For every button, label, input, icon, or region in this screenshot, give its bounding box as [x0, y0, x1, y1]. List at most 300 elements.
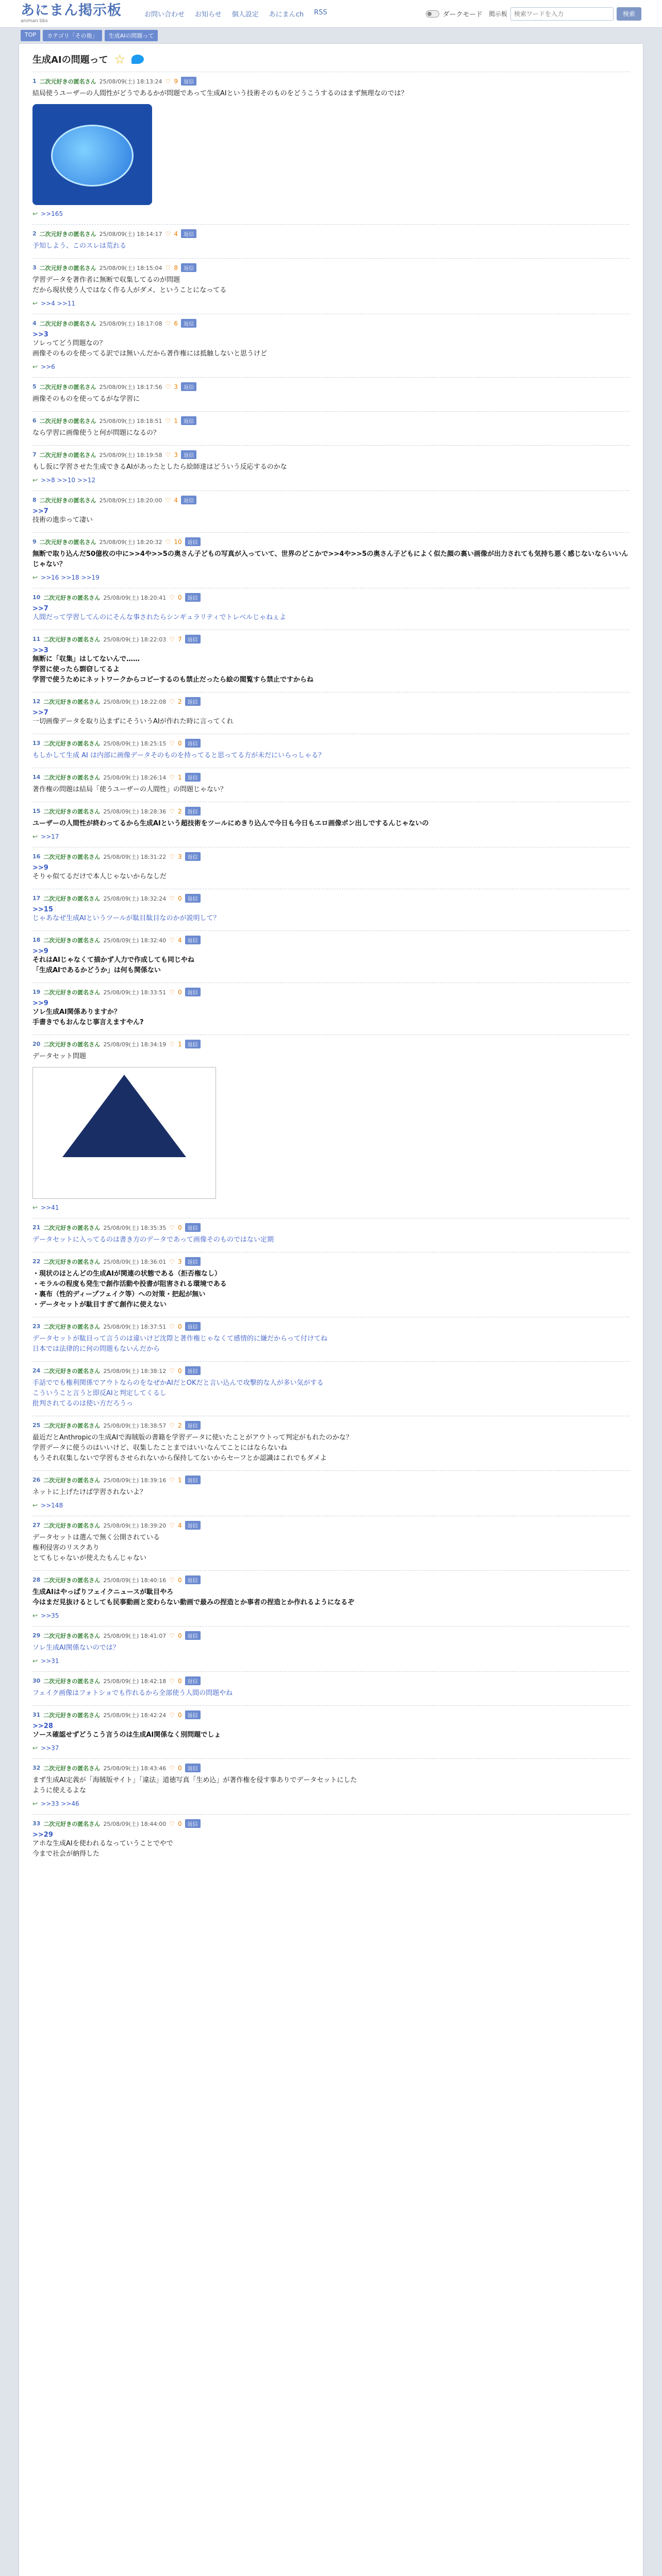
post-number[interactable]: 18 — [32, 937, 41, 943]
post-date: 25/08/09(土) 18:43:46 — [103, 1765, 167, 1772]
post-date: 25/08/09(土) 18:41:07 — [103, 1632, 167, 1639]
reply-arrow-icon: ↩ — [32, 1800, 38, 1807]
like-heart-icon[interactable]: ♡ — [169, 1576, 175, 1584]
site-header — [0, 0, 662, 28]
reply-anchor[interactable]: >>3 — [32, 331, 48, 338]
post-date: 25/08/09(土) 18:15:04 — [99, 264, 162, 272]
post — [32, 1758, 630, 1814]
poster-name: 二次元好きの匿名さん — [43, 1820, 101, 1827]
post — [32, 258, 630, 314]
post — [32, 1671, 630, 1705]
post-number[interactable]: 6 — [32, 417, 37, 424]
search-scope[interactable]: 掲示板 — [488, 10, 507, 18]
like-heart-icon[interactable]: ♡ — [165, 264, 171, 272]
reply-anchor[interactable]: >>7 — [32, 709, 48, 717]
reply-button[interactable]: 返信 — [181, 77, 196, 86]
post — [32, 802, 630, 847]
post — [32, 734, 630, 768]
like-count: 0 — [177, 739, 182, 747]
like-count: 9 — [174, 77, 178, 85]
reply-button[interactable]: 返信 — [185, 1819, 201, 1828]
reply-arrow-icon: ↩ — [32, 1744, 38, 1752]
reply-button[interactable]: 返信 — [185, 1322, 201, 1331]
like-heart-icon[interactable]: ♡ — [169, 1521, 175, 1529]
post-number[interactable]: 28 — [32, 1577, 41, 1583]
post-number[interactable]: 27 — [32, 1522, 41, 1529]
post-number[interactable]: 31 — [32, 1711, 41, 1718]
logo-subtitle: animan bbs — [21, 19, 48, 24]
like-heart-icon[interactable]: ♡ — [169, 936, 175, 944]
post — [32, 1218, 630, 1252]
post-date: 25/08/09(土) 18:14:17 — [99, 230, 162, 238]
post-date: 25/08/09(土) 18:37:51 — [103, 1323, 167, 1330]
like-heart-icon[interactable]: ♡ — [169, 1677, 175, 1685]
reply-link-list[interactable]: >>148 — [41, 1502, 63, 1509]
post-number[interactable]: 9 — [32, 538, 37, 545]
post-date: 25/08/09(土) 18:39:20 — [103, 1522, 167, 1529]
post-body: まず生成AI定義が「海賊版サイト」「違法」道徳写真「生め込」が著作権を侵す事ありでデータセットにした ように使えるよな — [32, 1776, 357, 1794]
search-bar — [489, 7, 641, 21]
post-number[interactable]: 23 — [32, 1323, 41, 1330]
reply-button[interactable]: 返信 — [185, 807, 201, 816]
post-date: 25/08/09(土) 18:20:00 — [99, 497, 162, 504]
reply-anchor[interactable]: >>28 — [32, 1722, 53, 1730]
post-meta — [32, 1521, 630, 1530]
reply-arrow-icon: ↩ — [32, 477, 38, 484]
post-number[interactable]: 19 — [32, 989, 41, 995]
post-meta — [32, 1322, 630, 1331]
post-body: ソース確認せずどうこう言うのは生成AI関係なく別問題でしょ — [32, 1731, 221, 1739]
post-date: 25/08/09(土) 18:20:41 — [103, 594, 167, 601]
post-body: もしかして生成 AI は内部に画像データそのものを持ってると思ってる方が未だにいらっしゃる？ — [32, 752, 325, 759]
post-body: じゃあなぜ生成AIというツールが駄目駄目なのかが説明して？ — [32, 914, 220, 922]
post-meta — [32, 1819, 630, 1828]
post — [32, 445, 630, 490]
post-number[interactable]: 33 — [32, 1820, 41, 1827]
post-date: 25/08/09(土) 18:39:16 — [103, 1477, 167, 1484]
poster-name: 二次元好きの匿名さん — [43, 1477, 101, 1484]
like-heart-icon[interactable]: ♡ — [169, 1476, 175, 1484]
post-body: データセット問題 — [32, 1053, 87, 1060]
post-list — [32, 72, 630, 1866]
post-body: それはAIじゃなくて描かず人力で作成しても同じやね 「生成AIであるかどうか」は何も関係ない — [32, 956, 194, 974]
like-heart-icon[interactable]: ♡ — [169, 1421, 175, 1429]
reply-button[interactable]: 返信 — [181, 496, 196, 504]
poster-name: 二次元好きの匿名さん — [43, 1258, 101, 1265]
poster-name: 二次元好きの匿名さん — [43, 698, 101, 705]
post — [32, 1035, 630, 1218]
reply-button[interactable]: 返信 — [185, 936, 201, 944]
post-date: 25/08/09(土) 18:19:58 — [99, 451, 162, 459]
post — [32, 692, 630, 734]
post-meta — [32, 739, 630, 748]
like-heart-icon[interactable]: ♡ — [165, 319, 171, 327]
post — [32, 72, 630, 224]
reply-arrow-icon: ↩ — [32, 1502, 38, 1509]
breadcrumb-top[interactable]: TOP — [21, 30, 40, 41]
like-heart-icon[interactable]: ♡ — [169, 853, 175, 860]
like-count: 4 — [177, 1521, 182, 1529]
like-heart-icon[interactable]: ♡ — [165, 383, 171, 391]
reply-links — [32, 1744, 630, 1752]
reply-link-list[interactable]: >>16 >>18 >>19 — [41, 574, 100, 581]
post-number[interactable]: 32 — [32, 1765, 41, 1771]
reply-arrow-icon: ↩ — [32, 300, 38, 307]
like-count: 0 — [177, 1820, 182, 1827]
breadcrumb-thread[interactable]: 生成AIの問題って — [105, 30, 158, 41]
reply-button[interactable]: 返信 — [181, 382, 196, 391]
poster-name: 二次元好きの匿名さん — [39, 383, 96, 391]
poster-name: 二次元好きの匿名さん — [43, 1577, 101, 1584]
like-heart-icon[interactable]: ♡ — [165, 77, 171, 85]
like-heart-icon[interactable]: ♡ — [169, 594, 175, 601]
post-number[interactable]: 29 — [32, 1632, 41, 1639]
like-count: 3 — [174, 451, 178, 459]
post-number[interactable]: 10 — [32, 594, 41, 601]
post-number[interactable]: 8 — [32, 497, 37, 503]
reply-anchor[interactable]: >>7 — [32, 605, 48, 613]
post-date: 25/08/09(土) 18:34:19 — [103, 1041, 167, 1048]
reply-button[interactable]: 返信 — [185, 852, 201, 861]
post — [32, 224, 630, 258]
pyramid-diagram-icon — [62, 1075, 186, 1157]
reply-button[interactable]: 返信 — [185, 1575, 201, 1584]
post-image[interactable] — [32, 1067, 216, 1199]
reply-button[interactable]: 返信 — [185, 773, 201, 782]
like-count: 0 — [177, 894, 182, 902]
post-number[interactable]: 17 — [32, 895, 41, 902]
post-meta — [32, 593, 630, 602]
post-meta — [32, 1764, 630, 1772]
post-meta — [32, 450, 630, 459]
post-body: ユーザーの人間性が終わってるから生成AIという超技術をツールにめきり込んで今日も今日もエロ画像ポン出しでするんじゃないの — [32, 820, 429, 827]
reply-link-list[interactable]: >>41 — [41, 1204, 59, 1211]
poster-name: 二次元好きの匿名さん — [43, 1522, 101, 1529]
reply-link-list[interactable]: >>17 — [41, 833, 59, 840]
like-count: 0 — [177, 1576, 182, 1584]
post-number[interactable]: 20 — [32, 1041, 41, 1047]
post-number[interactable]: 5 — [32, 383, 37, 390]
post-body: 無断で取り込んだ50億枚の中に>>4や>>5の奥さん子どもの写真が入っていて、世界のどこかで>>4や>>5の奥さん子どもによく似た顔の裏い画像が出力されても気持ち悪く感じないならいいんじゃない？ — [32, 550, 628, 568]
reply-links — [32, 210, 630, 217]
post — [32, 490, 630, 532]
like-count: 10 — [174, 538, 182, 546]
post-meta — [32, 319, 630, 328]
reply-anchor[interactable]: >>29 — [32, 1831, 53, 1839]
reply-button[interactable]: 返信 — [185, 593, 201, 602]
like-count: 1 — [174, 417, 178, 425]
like-count: 1 — [177, 1040, 182, 1048]
reply-link-list[interactable]: >>31 — [41, 1657, 59, 1665]
reply-button[interactable]: 返信 — [181, 416, 196, 425]
like-heart-icon[interactable]: ♡ — [169, 739, 175, 747]
post-body: データセットが駄目って言うのは違いけど沈際と著作権じゃなくて感情的に嫌だからって付けてね 日本では法律的に何の問題もないんだから — [32, 1335, 328, 1353]
like-heart-icon[interactable]: ♡ — [169, 1258, 175, 1265]
nav-animanch[interactable]: あにまんch — [269, 11, 304, 19]
reply-anchor[interactable]: >>7 — [32, 507, 48, 515]
like-count: 1 — [177, 773, 182, 781]
like-count: 6 — [174, 319, 178, 327]
reply-link-list[interactable]: >>37 — [41, 1744, 59, 1752]
post-meta — [32, 807, 630, 816]
reply-button[interactable]: 返信 — [185, 1521, 201, 1530]
like-count: 4 — [174, 230, 178, 238]
post-date: 25/08/09(土) 18:38:12 — [103, 1367, 167, 1375]
post-body: 技術の進歩って凄い — [32, 516, 93, 524]
post-number[interactable]: 16 — [32, 853, 41, 860]
post — [32, 411, 630, 445]
post-date: 25/08/09(土) 18:31:22 — [103, 853, 167, 860]
post-meta — [32, 936, 630, 944]
like-heart-icon[interactable]: ♡ — [169, 988, 175, 996]
like-heart-icon[interactable]: ♡ — [169, 1711, 175, 1719]
like-heart-icon[interactable]: ♡ — [165, 451, 171, 459]
reply-button[interactable]: 返信 — [185, 635, 201, 643]
post-body: データセットに入ってるのは書き方のデータであって画像そのものではない定期 — [32, 1236, 274, 1244]
post-body: 画像そのものを使ってるがな学習に — [32, 395, 140, 403]
reply-anchor[interactable]: >>3 — [32, 647, 48, 654]
post-body: フェイク画像はフォトショでも作れるから全部使う人間の問題やね — [32, 1689, 233, 1697]
post — [32, 1470, 630, 1516]
favorite-star-icon[interactable]: ☆ — [114, 52, 126, 66]
reply-link-list[interactable]: >>165 — [41, 210, 63, 217]
post-meta — [32, 635, 630, 643]
reply-links — [32, 1612, 630, 1619]
reply-button[interactable]: 返信 — [185, 1223, 201, 1232]
reply-link-list[interactable]: >>4 >>11 — [41, 300, 75, 307]
post-number[interactable]: 21 — [32, 1224, 41, 1231]
post-date: 25/08/09(土) 18:17:56 — [99, 383, 162, 391]
poster-name: 二次元好きの匿名さん — [43, 1367, 101, 1375]
post-date: 25/08/09(土) 18:42:24 — [103, 1711, 167, 1719]
post-body: なら学習に画像使うと何が問題になるの？ — [32, 429, 160, 437]
reply-links — [32, 363, 630, 370]
twitter-share-icon[interactable] — [131, 55, 144, 64]
reply-links — [32, 1502, 630, 1509]
like-count: 0 — [177, 594, 182, 601]
post-body: ソレ生成AI関係ないのでは？ — [32, 1644, 120, 1652]
like-heart-icon[interactable]: ♡ — [165, 496, 171, 504]
post-date: 25/08/09(土) 18:42:18 — [103, 1677, 167, 1685]
post-date: 25/08/09(土) 18:20:32 — [99, 538, 162, 546]
dark-mode-toggle[interactable] — [426, 9, 482, 19]
poster-name: 二次元好きの匿名さん — [43, 1224, 101, 1231]
reply-arrow-icon: ↩ — [32, 210, 38, 217]
post-number[interactable]: 7 — [32, 451, 37, 458]
reply-button[interactable]: 返信 — [185, 894, 201, 903]
poster-name: 二次元好きの匿名さん — [43, 1677, 101, 1685]
like-heart-icon[interactable]: ♡ — [169, 1323, 175, 1330]
reply-link-list[interactable]: >>6 — [41, 363, 55, 370]
post — [32, 1252, 630, 1317]
post-number[interactable]: 11 — [32, 636, 41, 642]
post — [32, 532, 630, 588]
reply-link-list[interactable]: >>35 — [41, 1612, 59, 1619]
like-count: 3 — [177, 1258, 182, 1265]
post-number[interactable]: 14 — [32, 774, 41, 781]
reply-anchor[interactable]: >>9 — [32, 864, 48, 872]
toggle-switch-icon[interactable] — [426, 10, 439, 18]
like-heart-icon[interactable]: ♡ — [169, 1820, 175, 1827]
post-meta — [32, 229, 630, 238]
reply-button[interactable]: 返信 — [185, 1366, 201, 1375]
like-heart-icon[interactable]: ♡ — [169, 807, 175, 815]
like-count: 0 — [177, 1367, 182, 1375]
post-number[interactable]: 12 — [32, 698, 41, 705]
reply-button[interactable]: 返信 — [185, 1257, 201, 1266]
like-heart-icon[interactable]: ♡ — [169, 773, 175, 781]
post-number[interactable]: 24 — [32, 1367, 41, 1374]
post-body: データセットは選んで無く公開されている 権利侵害のリスクあり とてもじゃないが使えたもんじゃない — [32, 1534, 160, 1562]
post-date: 25/08/09(土) 18:22:03 — [103, 636, 167, 643]
post-body: 人間だって学習してんのにそんな事されたらシンギュラリティでトレベルじゃねぇよ — [32, 614, 287, 621]
reply-button[interactable]: 返信 — [185, 697, 201, 706]
post-meta — [32, 1223, 630, 1232]
like-heart-icon[interactable]: ♡ — [165, 230, 171, 238]
poster-name: 二次元好きの匿名さん — [43, 594, 101, 601]
reply-button[interactable]: 返信 — [185, 1040, 201, 1048]
post-body: もし仮に学習させた生成できるAIがあったとしたら絵師達はどういう反応するのかな — [32, 463, 287, 471]
like-heart-icon[interactable]: ♡ — [169, 1764, 175, 1772]
post — [32, 630, 630, 692]
reply-links — [32, 833, 630, 840]
post-date: 25/08/09(土) 18:18:51 — [99, 417, 162, 425]
post-date: 25/08/09(土) 18:44:00 — [103, 1820, 167, 1827]
reply-button[interactable]: 返信 — [185, 988, 201, 996]
post-number[interactable]: 22 — [32, 1258, 41, 1265]
reply-links — [32, 300, 630, 307]
post-body: 結局使うユーザーの人間性がどうであるかが問題であって生成AIという技術そのものをどうこうするのはまず無理なのでは？ — [32, 90, 408, 97]
post-date: 25/08/09(土) 18:28:36 — [103, 808, 167, 815]
poster-name: 二次元好きの匿名さん — [43, 937, 101, 944]
post-meta — [32, 988, 630, 996]
reply-link-list[interactable]: >>33 >>46 — [41, 1800, 79, 1807]
like-heart-icon[interactable]: ♡ — [169, 1632, 175, 1639]
nav-news[interactable]: お知らせ — [195, 11, 222, 19]
post — [32, 377, 630, 411]
reply-anchor[interactable]: >>9 — [32, 947, 48, 955]
nav-contact[interactable]: お問い合わせ — [144, 11, 185, 19]
reply-button[interactable]: 返信 — [181, 263, 196, 272]
like-heart-icon[interactable]: ♡ — [169, 1367, 175, 1375]
post-body: 無断に「収集」はしてないんで…… 学習に使ったら剽窃してるよ 学習で使うためにネットワークからコピーするのも禁止だったら絵の閲覧すら禁止ですからね — [32, 655, 313, 684]
post-date: 25/08/09(土) 18:25:15 — [103, 740, 167, 747]
thread-title: 生成AIの問題って — [32, 55, 108, 65]
post-number[interactable]: 4 — [32, 320, 37, 327]
reply-anchor[interactable]: >>9 — [32, 999, 48, 1007]
reply-links — [32, 574, 630, 581]
like-count: 0 — [177, 1764, 182, 1772]
post-meta — [32, 77, 630, 86]
post-number[interactable]: 13 — [32, 740, 41, 747]
post — [32, 768, 630, 802]
post — [32, 1705, 630, 1758]
like-heart-icon[interactable]: ♡ — [165, 538, 171, 546]
poster-name: 二次元好きの匿名さん — [43, 1422, 101, 1429]
post-number[interactable]: 1 — [32, 78, 37, 84]
like-heart-icon[interactable]: ♡ — [165, 417, 171, 425]
poster-name: 二次元好きの匿名さん — [39, 320, 96, 327]
post-number[interactable]: 15 — [32, 808, 41, 815]
post-date: 25/08/09(土) 18:13:24 — [99, 78, 162, 85]
like-count: 2 — [177, 698, 182, 705]
reply-link-list[interactable]: >>8 >>10 >>12 — [41, 477, 96, 484]
poster-name: 二次元好きの匿名さん — [39, 78, 96, 85]
reply-button[interactable]: 返信 — [185, 1476, 201, 1484]
post-number[interactable]: 30 — [32, 1677, 41, 1684]
poster-name: 二次元好きの匿名さん — [43, 740, 101, 747]
post-number[interactable]: 26 — [32, 1477, 41, 1483]
post-date: 25/08/09(土) 18:40:16 — [103, 1577, 167, 1584]
post — [32, 1416, 630, 1470]
post-body: ソレってどう問題なの？ 画像そのものを使ってる訳では無いんだから著作権には抵触しないと思うけど — [32, 340, 268, 358]
reply-button[interactable]: 返信 — [185, 1676, 201, 1685]
reply-links — [32, 1657, 630, 1665]
reply-arrow-icon: ↩ — [32, 1657, 38, 1665]
site-logo[interactable] — [21, 4, 144, 24]
breadcrumb-category[interactable]: カテゴリ「その他」 — [43, 30, 102, 41]
like-heart-icon[interactable]: ♡ — [169, 894, 175, 902]
search-input[interactable] — [510, 7, 614, 21]
like-heart-icon[interactable]: ♡ — [169, 698, 175, 705]
reply-button[interactable]: 返信 — [181, 229, 196, 238]
like-heart-icon[interactable]: ♡ — [169, 1040, 175, 1048]
poster-name: 二次元好きの匿名さん — [43, 1632, 101, 1639]
brain-icon — [51, 125, 134, 187]
post-image[interactable] — [32, 104, 152, 205]
search-button[interactable]: 検索 — [617, 7, 641, 21]
post — [32, 1626, 630, 1671]
post-body: 手話ででも権利関係でアウトならのをなぜかAIだとOKだと言い込んで攻撃的な人が多い気がする こういうこと言うと即反AIと判定してくるし 批判されてるのは使い方だろうっ — [32, 1379, 324, 1408]
like-heart-icon[interactable]: ♡ — [169, 1224, 175, 1231]
post — [32, 930, 630, 982]
post-body: 最近だとAnthropicの生成AIで海賊版の書籍を学習データに使いたことがアウトって判定がもれたのかな？ 学習データに使うのはいいけど、収集したことまではいいなんてことにはならないね もうそれ収集しないで学習もさせられないから保持してないからセーフとか認識はこれでもダメよ — [32, 1434, 353, 1462]
post-date: 25/08/09(土) 18:33:51 — [103, 989, 167, 996]
poster-name: 二次元好きの匿名さん — [39, 538, 96, 546]
thread-container — [19, 43, 643, 2576]
post-meta — [32, 1575, 630, 1584]
like-heart-icon[interactable]: ♡ — [169, 635, 175, 643]
like-count: 0 — [177, 1323, 182, 1330]
poster-name: 二次元好きの匿名さん — [43, 1323, 101, 1330]
nav-rss[interactable]: RSS — [314, 9, 327, 16]
post-number[interactable]: 25 — [32, 1422, 41, 1429]
poster-name: 二次元好きの匿名さん — [43, 636, 101, 643]
nav-settings[interactable]: 個人設定 — [231, 11, 259, 19]
reply-button[interactable]: 返信 — [185, 1631, 201, 1640]
reply-button[interactable]: 返信 — [185, 1710, 201, 1719]
reply-button[interactable]: 返信 — [181, 319, 196, 328]
post-number[interactable]: 3 — [32, 264, 37, 271]
post-date: 25/08/09(土) 18:26:14 — [103, 774, 167, 781]
reply-button[interactable]: 返信 — [185, 1421, 201, 1430]
reply-button[interactable]: 返信 — [185, 739, 201, 748]
post-date: 25/08/09(土) 18:36:01 — [103, 1258, 167, 1265]
like-count: 0 — [177, 1632, 182, 1639]
post-meta — [32, 852, 630, 861]
post-date: 25/08/09(土) 18:35:35 — [103, 1224, 167, 1231]
poster-name: 二次元好きの匿名さん — [39, 497, 96, 504]
reply-button[interactable]: 返信 — [185, 537, 201, 546]
reply-anchor[interactable]: >>15 — [32, 906, 53, 913]
reply-arrow-icon: ↩ — [32, 1612, 38, 1619]
post-number[interactable]: 2 — [32, 230, 37, 237]
post-meta — [32, 416, 630, 425]
like-count: 0 — [177, 1711, 182, 1719]
reply-button[interactable]: 返信 — [181, 450, 196, 459]
post-date: 25/08/09(土) 18:22:08 — [103, 698, 167, 705]
reply-button[interactable]: 返信 — [185, 1764, 201, 1772]
